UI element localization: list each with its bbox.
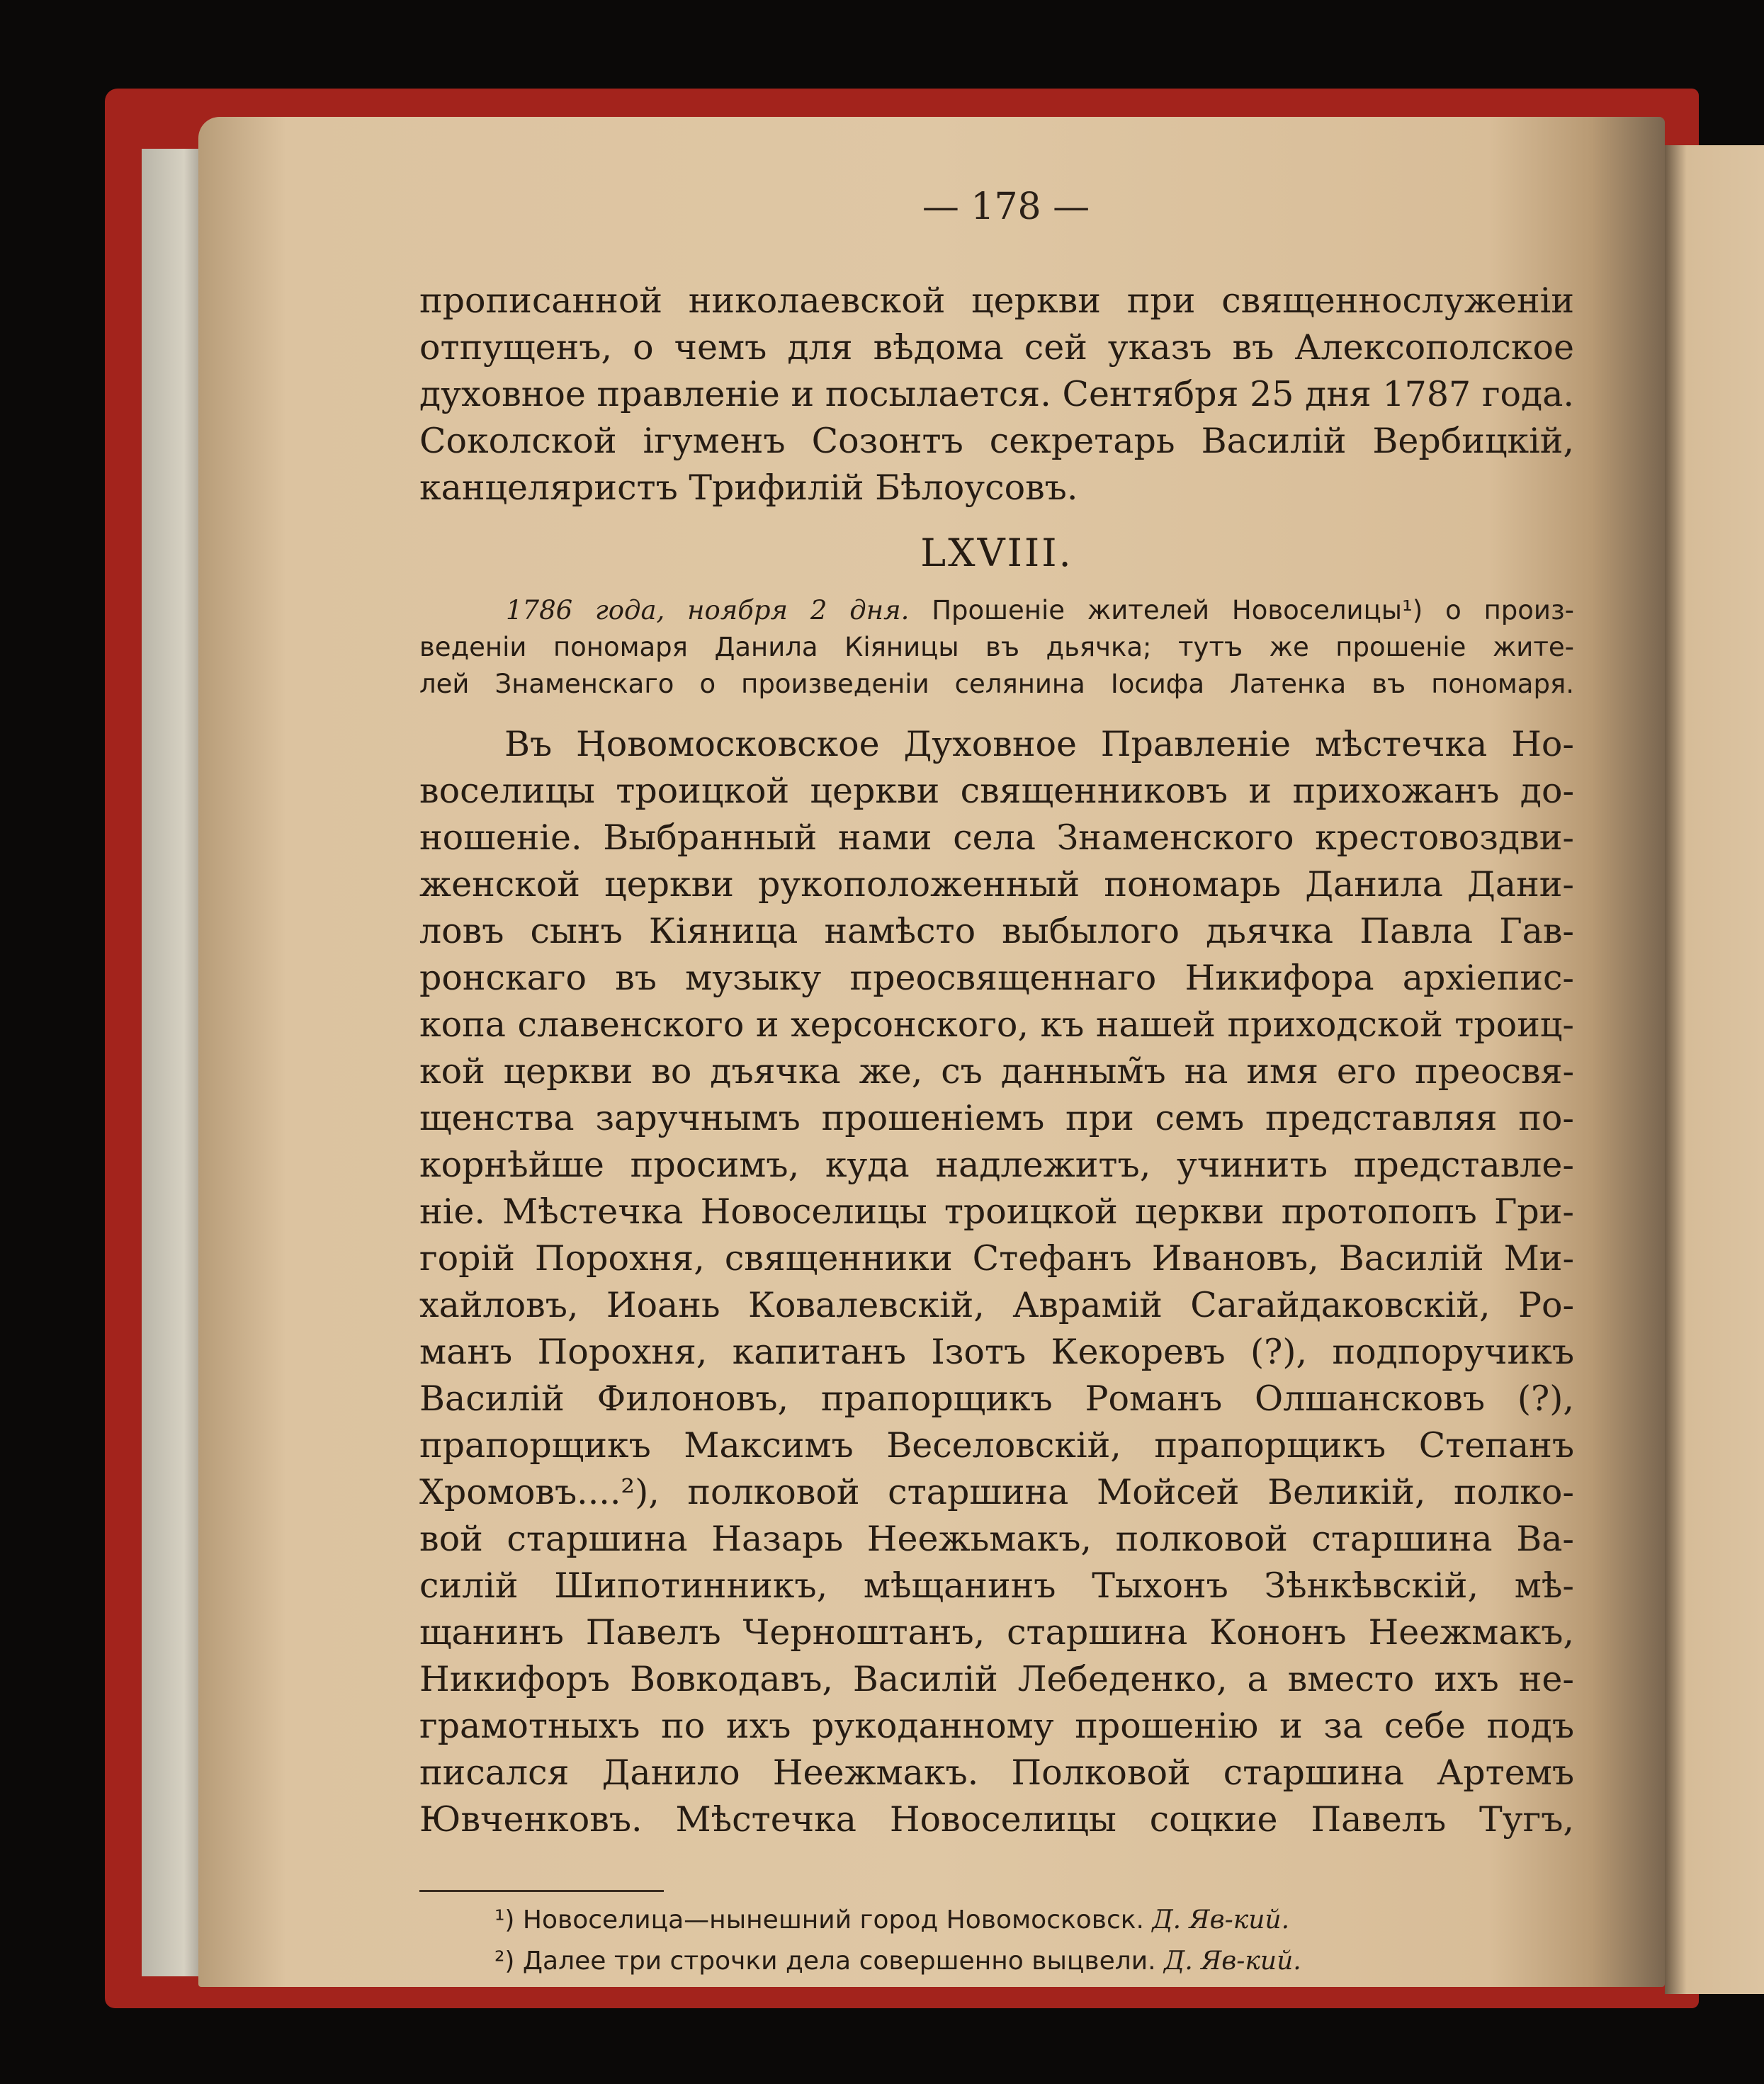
- text-line: прапорщикъ Максимъ Веселовскій, прапорщикъ Степанъ: [419, 1425, 1574, 1466]
- document-summary: [419, 592, 1574, 703]
- text-line: корнѣйше просимъ, куда надлежитъ, учинить представле-: [419, 1145, 1574, 1185]
- text-line: Никифоръ Вовкодавъ, Василій Лебеденко, а вместо ихъ не-: [419, 1659, 1574, 1699]
- text-line: отпущенъ, о чемъ для вѣдома сей указъ въ Алексополское: [419, 327, 1574, 368]
- text-line: воселицы троицкой церкви священниковъ и прихожанъ до-: [419, 771, 1574, 811]
- text-line: духовное правленіе и посылается. Сентября 25 дня 1787 года.: [419, 374, 1574, 414]
- summary-line: [419, 592, 1574, 629]
- summary-line: лей Знаменскаго о произведеніи селянина Іосифа Латенка въ пономаря.: [419, 669, 1574, 699]
- summary-date: 1786 года, ноября 2 дня.: [506, 595, 910, 625]
- text-line: силій Шипотинникъ, мѣщанинъ Тыхонъ Зѣнкѣвскій, мѣ-: [419, 1565, 1574, 1606]
- text-line: ронскаго въ музыку преосвященнаго Никифора архіепис-: [419, 958, 1574, 998]
- text-line: манъ Порохня, капитанъ Ізотъ Кекоревъ (?), подпоручикъ: [419, 1332, 1574, 1372]
- text-line: Соколской ігуменъ Созонтъ секретарь Василій Вербицкій,: [419, 421, 1574, 461]
- text-line: Хромовъ....²), полковой старшина Мойсей Великій, полко-: [419, 1472, 1574, 1512]
- text-line: копа славенского и херсонского, къ нашей приходской троиц-: [419, 1004, 1574, 1045]
- text-line: ношеніе. Выбранный нами села Знаменского крестовоздви-: [419, 817, 1574, 858]
- facing-page-edge: [1665, 145, 1764, 1994]
- footnote-text: ²) Далее три строчки дела совершенно выцвели.: [494, 1947, 1165, 1976]
- page-text: [419, 278, 1574, 1843]
- text-line: Ювченковъ. Мѣстечка Новоселицы соцкие Павелъ Тугъ,: [419, 1799, 1574, 1840]
- text-line: кой церкви во дъячка же, съ данным̃ъ на имя его преосвя-: [419, 1051, 1574, 1092]
- text-line: писался Данило Неежмакъ. Полковой старшина Артемъ: [419, 1752, 1574, 1793]
- text-line: горій Порохня, священники Стефанъ Ивановъ, Василій Ми-: [419, 1238, 1574, 1279]
- summary-line: веденіи пономаря Данила Кіяницы въ дьячка; тутъ же прошеніе жите-: [419, 632, 1574, 662]
- page-number: — 178 —: [922, 186, 1090, 228]
- section-heading: LXVIII.: [920, 531, 1073, 575]
- text-line: женской церкви рукоположенный пономарь Данила Дани-: [419, 864, 1574, 905]
- footnote-signature: Д. Яв-кий.: [1164, 1947, 1301, 1976]
- summary-text: Прошеніе жителей Новоселицы¹) о произ-: [909, 595, 1574, 625]
- text-line: Василій Филоновъ, прапорщикъ Романъ Олшансковъ (?),: [419, 1378, 1574, 1419]
- footnote-2: [494, 1947, 1301, 1976]
- text-line: Въ Ңовомосковское Духовное Правленіе мѣстечка Но-: [504, 724, 1574, 764]
- text-line: ловъ сынъ Кіяница намѣсто выбылого дьячка Павла Гав-: [419, 911, 1574, 951]
- text-line: прописанной николаевской церкви при священнослуженіи: [419, 281, 1574, 321]
- text-line: хайловъ, Иоань Ковалевскій, Аврамій Сагайдаковскій, Ро-: [419, 1285, 1574, 1325]
- footnote-divider: [419, 1890, 664, 1892]
- text-line: щанинъ Павелъ Черноштанъ, старшина Кононъ Неежмакъ,: [419, 1612, 1574, 1653]
- footnote-signature: Д. Яв-кий.: [1152, 1905, 1290, 1935]
- text-line: канцеляристъ Трифилій Бѣлоусовъ.: [419, 468, 1078, 508]
- footnote-1: [494, 1905, 1289, 1935]
- footnote-text: ¹) Новоселица—нынешний город Новомосковск.: [494, 1905, 1153, 1935]
- text-line: грамотныхъ по ихъ рукоданному прошенію и за себе подъ: [419, 1706, 1574, 1746]
- text-line: ніе. Мѣстечка Новоселицы троицкой церкви протопопъ Гри-: [419, 1191, 1574, 1232]
- text-line: щенства заручнымъ прошеніемъ при семъ представляя по-: [419, 1098, 1574, 1138]
- text-line: вой старшина Назарь Неежьмакъ, полковой старшина Ва-: [419, 1519, 1574, 1559]
